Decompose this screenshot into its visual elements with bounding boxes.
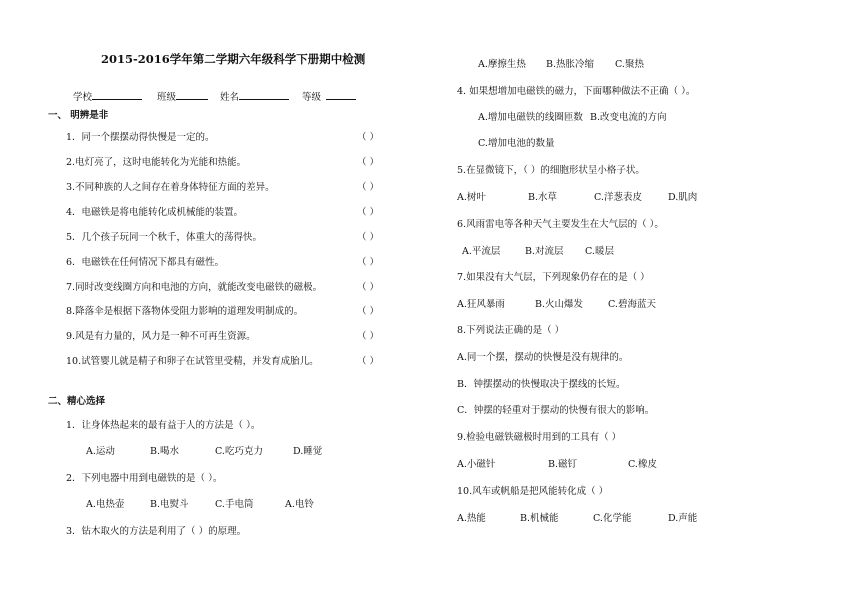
section2-heading: 二、精心选择 [48, 396, 106, 407]
q10-option-b[interactable]: B.机械能 [520, 513, 559, 524]
tf-bracket-7[interactable]: （ ） [357, 282, 380, 293]
tf-bracket-3[interactable]: （ ） [357, 182, 380, 193]
q5-option-c[interactable]: C.洋葱表皮 [594, 192, 642, 203]
tf-bracket-5[interactable]: （ ） [357, 232, 380, 243]
tf-item-4: 4．电磁铁是将电能转化成机械能的装置。 [66, 207, 244, 218]
q5-option-d[interactable]: D.肌肉 [668, 192, 698, 203]
tf-bracket-4[interactable]: （ ） [357, 207, 380, 218]
q7-option-c[interactable]: C.碧海蓝天 [608, 299, 656, 310]
q1-option-b[interactable]: B.喝水 [150, 446, 180, 457]
page-title: 2015-2016学年第二学期六年级科学下册期中检测 [101, 52, 366, 66]
q3-option-a[interactable]: A.摩擦生热 [478, 59, 526, 70]
name-label: 姓名 [220, 92, 240, 103]
school-field [73, 91, 142, 103]
tf-bracket-8[interactable]: （ ） [357, 306, 380, 317]
name-blank[interactable] [239, 91, 289, 100]
tf-bracket-6[interactable]: （ ） [357, 257, 380, 268]
q3-option-c[interactable]: C.聚热 [615, 59, 644, 70]
q2-option-a[interactable]: A.电热壶 [86, 499, 125, 510]
tf-bracket-1[interactable]: （ ） [357, 132, 380, 143]
q6-option-b[interactable]: B.对流层 [525, 246, 564, 257]
name-field [220, 91, 289, 103]
q10-text: 10.风车或帆船是把风能转化成（ ） [457, 486, 609, 497]
tf-item-6: 6．电磁铁在任何情况下都具有磁性。 [66, 257, 225, 268]
grade-label: 等级 [302, 92, 322, 103]
q3-text: 3．钻木取火的方法是利用了（ ）的原理。 [66, 526, 247, 537]
tf-bracket-9[interactable]: （ ） [357, 331, 380, 342]
q8-option-b[interactable]: B．钟摆摆动的快慢取决于摆线的长短。 [457, 379, 626, 390]
q8-text: 8.下列说法正确的是（ ） [457, 325, 565, 336]
tf-item-7: 7.同时改变线圈方向和电池的方向，就能改变电磁铁的磁极。 [66, 282, 323, 293]
q10-option-a[interactable]: A.热能 [457, 513, 486, 524]
q4-option-b[interactable]: B.改变电流的方向 [590, 112, 667, 123]
q2-option-c[interactable]: C.手电筒 [215, 499, 254, 510]
tf-item-2: 2.电灯亮了，这时电能转化为光能和热能。 [66, 157, 247, 168]
q6-text: 6.风雨雷电等各种天气主要发生在大气层的（ ）。 [457, 219, 664, 230]
q6-option-c[interactable]: C.暖层 [585, 246, 614, 257]
tf-item-1: 1．同一个摆摆动得快慢是一定的。 [66, 132, 215, 143]
q3-option-b[interactable]: B.热胀冷缩 [546, 59, 595, 70]
q6-option-a[interactable]: A.平流层 [462, 246, 501, 257]
q5-option-a[interactable]: A.树叶 [457, 192, 486, 203]
q1-option-c[interactable]: C.吃巧克力 [215, 446, 263, 457]
q8-option-c[interactable]: C．钟摆的轻重对于摆动的快慢有很大的影响。 [457, 405, 655, 416]
tf-item-3: 3.不同种族的人之间存在着身体特征方面的差异。 [66, 182, 275, 193]
tf-item-9: 9.风是有力量的，风力是一种不可再生资源。 [66, 331, 256, 342]
q1-text: 1．让身体热起来的最有益于人的方法是（ ）。 [66, 420, 261, 431]
q9-text: 9.检验电磁铁磁极时用到的工具有（ ） [457, 432, 622, 443]
class-field [157, 91, 208, 103]
school-label: 学校 [73, 92, 93, 103]
school-blank[interactable] [92, 91, 142, 100]
q2-text: 2．下列电器中用到电磁铁的是（ ）。 [66, 473, 223, 484]
class-label: 班级 [157, 92, 177, 103]
tf-item-8: 8.降落伞是根据下落物体受阻力影响的道理发明制成的。 [66, 306, 304, 317]
q2-option-d[interactable]: A.电铃 [285, 499, 314, 510]
q2-option-b[interactable]: B.电熨斗 [150, 499, 189, 510]
q5-text: 5.在显微镜下，（ ）的细胞形状呈小格子状。 [457, 165, 645, 176]
q7-option-a[interactable]: A.狂风暴雨 [457, 299, 505, 310]
q10-option-d[interactable]: D.声能 [668, 513, 698, 524]
q7-option-b[interactable]: B.火山爆发 [535, 299, 584, 310]
tf-bracket-10[interactable]: （ ） [357, 356, 380, 367]
q9-option-a[interactable]: A.小磁针 [457, 459, 496, 470]
q7-text: 7.如果没有大气层，下列现象仍存在的是（ ） [457, 272, 650, 283]
q1-option-d[interactable]: D.睡觉 [293, 446, 323, 457]
q4-text: 4. 如果想增加电磁铁的磁力，下面哪种做法不正确（ ）。 [457, 86, 696, 97]
tf-item-5: 5．几个孩子玩同一个秋千，体重大的荡得快。 [66, 232, 263, 243]
tf-item-10: 10.试管婴儿就是精子和卵子在试管里受精，并发育成胎儿。 [66, 356, 319, 367]
grade-blank[interactable] [326, 91, 356, 100]
q4-option-c[interactable]: C.增加电池的数量 [478, 138, 555, 149]
section1-heading: 一、 明辨是非 [48, 110, 109, 121]
q10-option-c[interactable]: C.化学能 [593, 513, 632, 524]
q4-option-a[interactable]: A.增加电磁铁的线圈匝数 [478, 112, 583, 123]
q1-option-a[interactable]: A.运动 [86, 446, 115, 457]
q9-option-b[interactable]: B.磁钉 [548, 459, 578, 470]
grade-field [302, 91, 356, 103]
class-blank[interactable] [176, 91, 208, 100]
q8-option-a[interactable]: A.同一个摆，摆动的快慢是没有规律的。 [457, 352, 629, 363]
q5-option-b[interactable]: B.水草 [528, 192, 558, 203]
q9-option-c[interactable]: C.橡皮 [628, 459, 657, 470]
tf-bracket-2[interactable]: （ ） [357, 157, 380, 168]
